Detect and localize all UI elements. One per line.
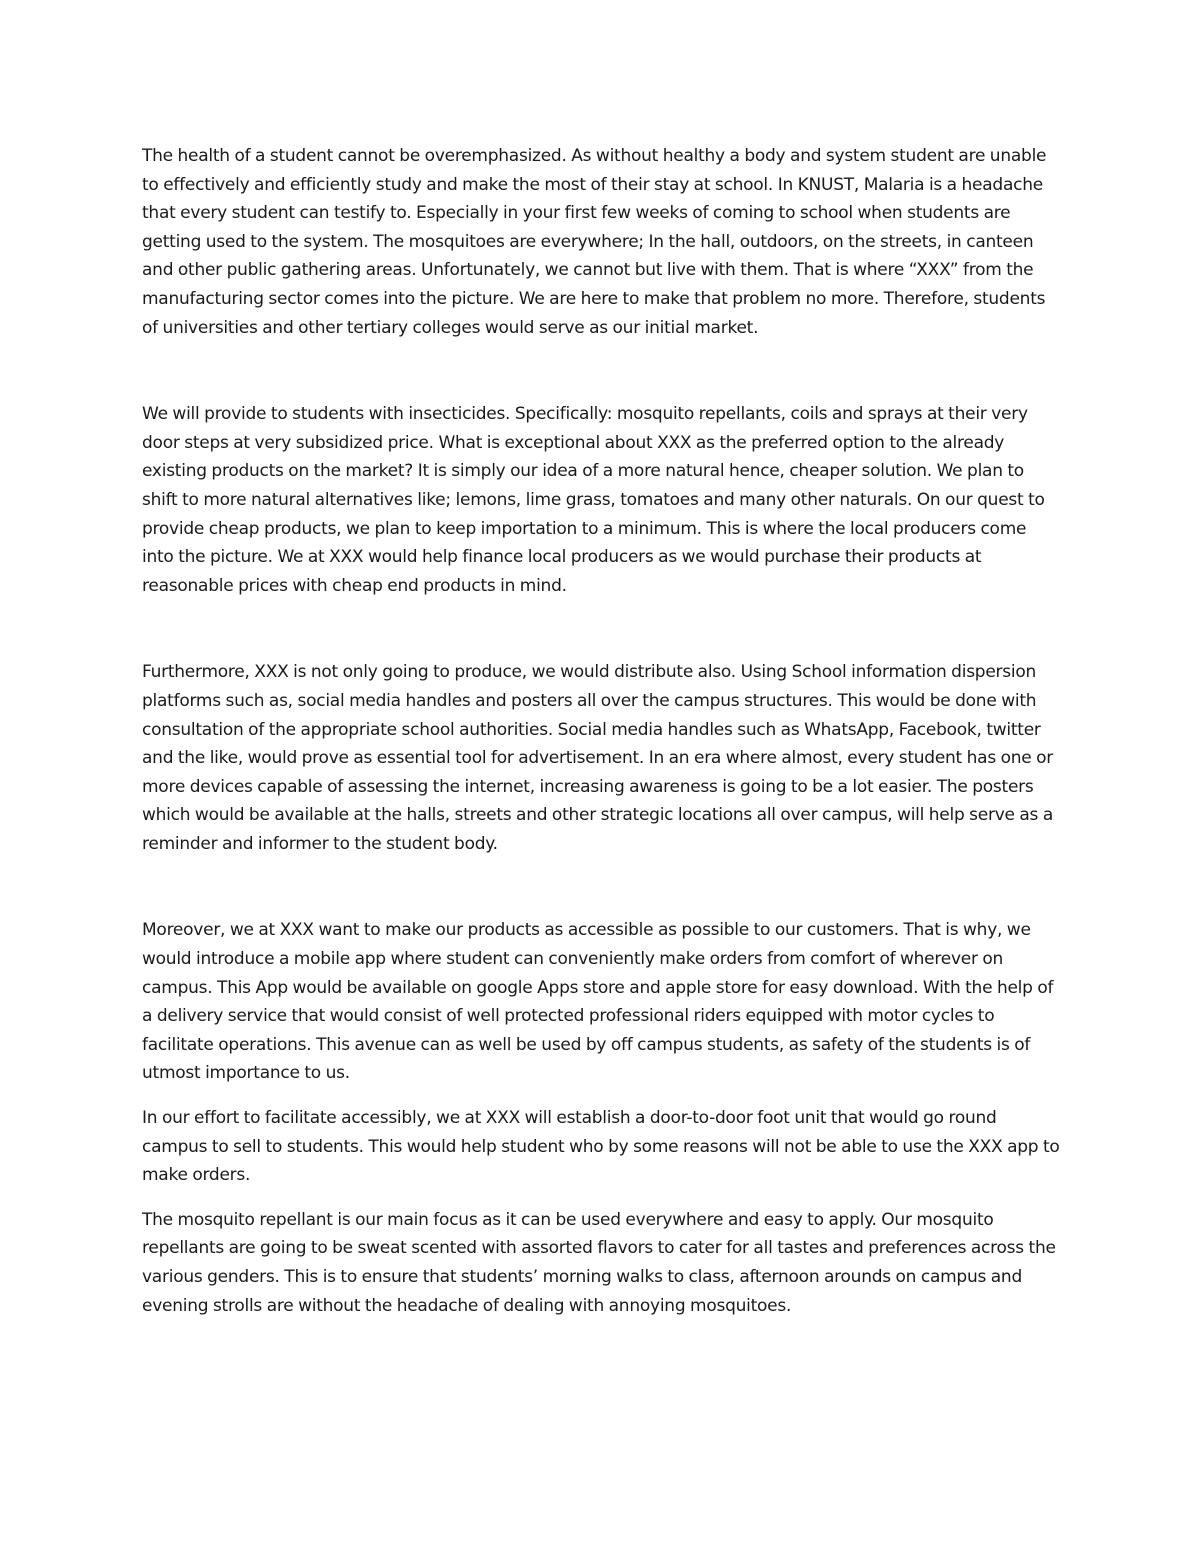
paragraph-mobile-app: Moreover, we at XXX want to make our products as accessible as possible to our customers. That is why, we would introduce a mobile app where student can conveniently make orders from comfort of wherever on campus. This App would be available on google Apps store and apple store for easy download. With the help of a delivery service that would consist of well protected professional riders equipped with motor cycles to facilitate operations. This avenue can as well be used by off campus students, as safety of the students is of utmost importance to us. — [142, 920, 1054, 1084]
paragraph-student-health: The health of a student cannot be overemphasized. As without healthy a body and system student are unable to effectively and efficiently study and make the most of their stay at school. In KNUST, Malaria is a headache that every student can testify to. Especially in your first few weeks of coming to school when students are getting used to the system. The mosquitoes are everywhere; In the hall, outdoors, on the streets, in canteen and other public gathering areas. Unfortunately, we cannot but live with them. That is where “XXX” from the manufacturing sector comes into the picture. We are here to make that problem no more. Therefore, students of universities and other tertiary colleges would serve as our initial market. — [142, 146, 1047, 338]
paragraph-products: We will provide to students with insecticides. Specifically: mosquito repellants, coils and sprays at their very door steps at very subsidized price. What is exceptional about XXX as the preferred option to the already existing products on the market? It is simply our idea of a more natural hence, cheaper solution. We plan to shift to more natural alternatives like; lemons, lime grass, tomatoes and many other naturals. On our quest to provide cheap products, we plan to keep importation to a minimum. This is where the local producers come into the picture. We at XXX would help finance local producers as we would purchase their products at reasonable prices with cheap end products in mind. — [142, 404, 1045, 596]
paragraph-door-to-door: In our effort to facilitate accessibly, we at XXX will establish a door-to-door foot unit that would go round campus to sell to students. This would help student who by some reasons will not be able to use the XXX app to make orders. — [142, 1108, 1060, 1186]
document-body — [142, 142, 1062, 1320]
paragraph-distribution: Furthermore, XXX is not only going to produce, we would distribute also. Using School information dispersion platforms such as, social media handles and posters all over the campus structures. This would be done with consultation of the appropriate school authorities. Social media handles such as WhatsApp, Facebook, twitter and the like, would prove as essential tool for advertisement. In an era where almost, every student has one or more devices capable of assessing the internet, increasing awareness is going to be a lot easier. The posters which would be available at the halls, streets and other strategic locations all over campus, will help serve as a reminder and informer to the student body. — [142, 662, 1054, 854]
paragraph-repellant-focus: The mosquito repellant is our main focus as it can be used everywhere and easy to apply. Our mosquito repellants are going to be sweat scented with assorted flavors to cater for all tastes and preferences across the various genders. This is to ensure that students’ morning walks to class, afternoon arounds on campus and evening strolls are without the headache of dealing with annoying mosquitoes. — [142, 1209, 1056, 1316]
